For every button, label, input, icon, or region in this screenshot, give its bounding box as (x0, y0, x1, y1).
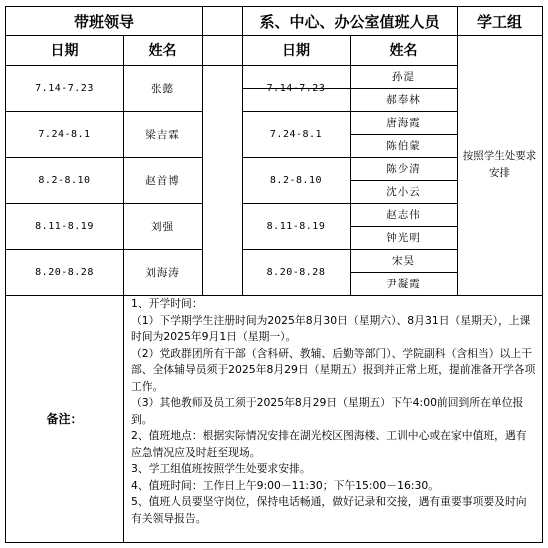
staff-name: 陈少清 (386, 163, 421, 175)
staff-date: 8.20-8.28 (266, 266, 326, 278)
leader-date: 7.24-8.1 (38, 128, 91, 140)
note-line: 4、值班时间：工作日上午9:00－11:30；下午15:00－16:30。 (131, 478, 440, 492)
note-line: （1）下学期学生注册时间为2025年8月30日（星期六）、8月31日（星期天），上课时间为2025年9月1日（星期一）。 (131, 313, 531, 343)
note-line: 2、值班地点：根据实际情况安排在湖光校区图海楼、工训中心或在家中值班，遇有应急情况应及时赶至现场。 (131, 429, 527, 459)
staff-name: 宋昊 (392, 255, 415, 267)
note-line: 5、值班人员要坚守岗位，保持电话畅通，做好记录和交接，遇有重要事项要及时向有关领导报告。 (131, 495, 527, 525)
staff-date: 8.11-8.19 (266, 220, 326, 232)
student-affairs-cell (457, 35, 542, 295)
note-line: （3）其他教师及员工须于2025年8月29日（星期五）下午4:00前回到所在单位报到。 (131, 396, 524, 426)
note-line: （2）党政群团所有干部（含科研、教辅、后勤等部门）、学院副科（含相当）以上干部、全体辅导员须于2025年8月29日（星期五）报到并正常上班，提前准备开学各项工作。 (131, 346, 536, 393)
student-affairs-header: 学工组 (476, 12, 522, 31)
duty-table (5, 6, 543, 543)
staff-name: 陈伯蒙 (386, 140, 421, 152)
leader-date: 8.11-8.19 (35, 220, 94, 232)
staff-name: 唐海霞 (386, 117, 421, 129)
leader-date: 8.2-8.10 (38, 174, 91, 186)
note-line: 1、开学时间： (131, 297, 203, 310)
staff-name-header: 姓名 (389, 43, 418, 59)
staff-name: 郝奉林 (386, 94, 421, 106)
staff-name: 钟光明 (386, 232, 421, 244)
staff-date-header: 日期 (282, 43, 310, 59)
staff-date: 7.24-8.1 (269, 128, 323, 140)
leader-name: 梁吉霖 (145, 128, 180, 141)
notes-label: 备注： (46, 412, 83, 426)
student-affairs-text: 按照学生处要求安排 (462, 150, 537, 179)
staff-name: 尹凝霞 (386, 278, 421, 290)
notes-content (131, 296, 536, 527)
leader-header: 带班领导 (73, 12, 134, 31)
staff-name: 孙湜 (392, 71, 415, 83)
leader-name: 赵首博 (145, 174, 180, 187)
leader-date: 8.20-8.28 (35, 266, 94, 278)
leader-date: 7.14-7.23 (35, 82, 94, 94)
note-line: 3、学工组值班按照学生处要求安排。 (131, 462, 311, 475)
leader-date-header: 日期 (50, 43, 79, 59)
leader-name: 刘海涛 (145, 266, 180, 279)
staff-name: 赵志伟 (386, 209, 421, 221)
leader-name: 刘强 (151, 220, 174, 233)
leader-name: 张懿 (151, 82, 174, 95)
staff-date: 7.14-7.23 (266, 82, 326, 94)
leader-name-header: 姓名 (148, 43, 177, 59)
staff-header: 系、中心、办公室值班人员 (259, 12, 440, 31)
staff-date: 8.2-8.10 (269, 174, 323, 186)
staff-name: 沈小云 (386, 186, 421, 198)
